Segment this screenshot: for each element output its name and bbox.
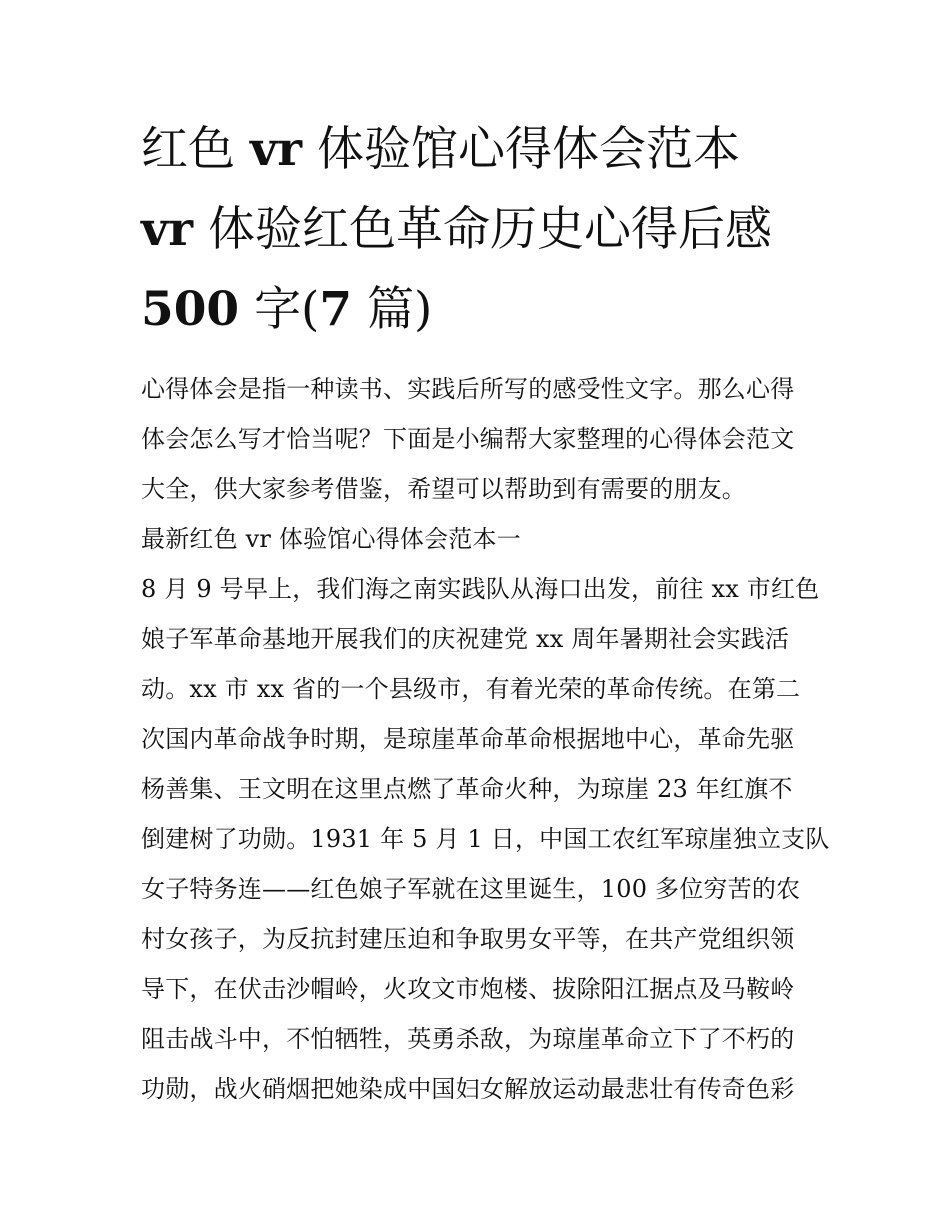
paragraph-line: 次国内革命战争时期，是琼崖革命革命根据地中心，革命先驱 [141,725,795,753]
paragraph-line: 倒建树了功勋。1931 年 5 月 1 日，中国工农红军琼崖独立支队 [141,825,830,853]
paragraph-line: 导下，在伏击沙帽岭，火攻文市炮楼、拔除阳江据点及马鞍岭 [141,975,795,1003]
title-line-2: vr 体验红色革命历史心得后感 [141,202,773,257]
paragraph-line: 阻击战斗中，不怕牺牲，英勇杀敌，为琼崖革命立下了不朽的 [141,1025,795,1053]
title-line-3: 500 字(7 篇) [141,282,433,337]
title-line-1: 红色 vr 体验馆心得体会范本 [141,122,740,177]
document-page [141,110,830,1114]
section-heading: 最新红色 vr 体验馆心得体会范本一 [141,525,521,553]
intro-paragraph-line: 心得体会是指一种读书、实践后所写的感受性文字。那么心得 [141,375,795,403]
paragraph-line: 女子特务连——红色娘子军就在这里诞生，100 多位穷苦的农 [141,875,801,903]
paragraph-line: 娘子军革命基地开展我们的庆祝建党 xx 周年暑期社会实践活 [141,625,790,653]
paragraph-line: 村女孩子，为反抗封建压迫和争取男女平等，在共产党组织领 [141,925,795,953]
document-title [141,110,817,350]
paragraph-line: 动。xx 市 xx 省的一个县级市，有着光荣的革命传统。在第二 [141,675,801,703]
intro-paragraph-line: 大全，供大家参考借鉴，希望可以帮助到有需要的朋友。 [141,475,746,503]
paragraph-line: 功勋，战火硝烟把她染成中国妇女解放运动最悲壮有传奇色彩 [141,1075,795,1103]
paragraph-line: 杨善集、王文明在这里点燃了革命火种，为琼崖 23 年红旗不 [141,775,793,803]
paragraph-line: 8 月 9 号早上，我们海之南实践队从海口出发，前往 xx 市红色 [141,575,820,603]
document-body [141,364,830,1114]
intro-paragraph-line: 体会怎么写才恰当呢？下面是小编帮大家整理的心得体会范文 [141,425,795,453]
